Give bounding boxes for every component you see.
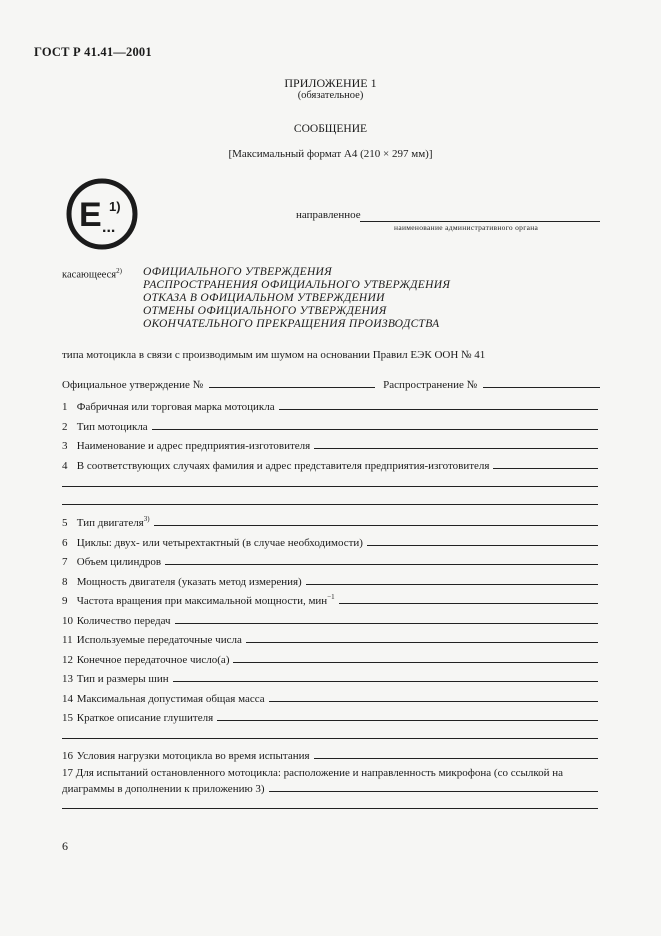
item-label: Мощность двигателя (указать метод измерения) — [76, 576, 302, 588]
e-mark-icon — [66, 178, 138, 250]
form-item — [62, 553, 598, 568]
decision-option[interactable]: ОТМЕНЫ ОФИЦИАЛЬНОГО УТВЕРЖДЕНИЯ — [143, 305, 387, 317]
sent-to-caption: наименование административного органа — [394, 223, 539, 232]
form-item — [62, 437, 598, 452]
item-17-line1 — [62, 767, 563, 779]
item-label-text: Частота вращения при максимальной мощности, мин — [76, 595, 328, 607]
item-label — [77, 515, 150, 529]
continuation-line[interactable] — [62, 738, 598, 739]
item-number: 12 — [62, 654, 73, 666]
document-code: ГОСТ Р 41.41—2001 — [34, 45, 152, 59]
concerning-footnote: 2) — [116, 267, 122, 275]
item-number: 6 — [62, 537, 68, 549]
item-field[interactable] — [314, 758, 598, 759]
item-label — [77, 593, 335, 607]
item-17-line2 — [62, 780, 598, 795]
item-field[interactable] — [279, 409, 598, 410]
item-number: 9 — [62, 595, 68, 607]
form-item — [62, 709, 598, 724]
form-item — [62, 457, 598, 472]
item-field[interactable] — [175, 623, 598, 624]
item-label: Максимальная допустимая общая масса — [76, 693, 265, 705]
sent-to-label: направленное — [296, 209, 361, 221]
format-note: [Максимальный формат А4 (210 × 297 мм)] — [228, 148, 433, 160]
form-item — [62, 418, 598, 433]
approval-number-field[interactable] — [209, 387, 375, 388]
form-item — [62, 612, 598, 627]
decision-options — [143, 266, 450, 331]
item-label: Наименование и адрес предприятия-изготовителя — [76, 440, 311, 452]
e-mark-footnote: 1) — [109, 199, 121, 214]
item-label: Количество передач — [76, 615, 171, 627]
item-label: Фабричная или торговая марка мотоцикла — [76, 401, 275, 413]
item-field[interactable] — [269, 701, 598, 702]
item-field[interactable] — [367, 545, 598, 546]
item-label: Тип мотоцикла — [76, 421, 148, 433]
decision-option[interactable]: РАСПРОСТРАНЕНИЯ ОФИЦИАЛЬНОГО УТВЕРЖДЕНИЯ — [143, 279, 451, 291]
item-number: 13 — [62, 673, 73, 685]
item-number: 1 — [62, 401, 68, 413]
form-item — [62, 573, 598, 588]
form-item — [62, 670, 598, 685]
item-label: Для испытаний остановленного мотоцикла: расположение и направленность микрофона (со ссылкой на — [75, 767, 564, 779]
item-field[interactable] — [269, 791, 598, 792]
item-number: 10 — [62, 615, 73, 627]
item-field[interactable] — [246, 642, 598, 643]
item-number: 15 — [62, 712, 73, 724]
item-number: 5 — [62, 517, 68, 529]
item-label: Циклы: двух- или четырехтактный (в случае необходимости) — [76, 537, 363, 549]
continuation-line[interactable] — [62, 504, 598, 505]
appendix-title: ПРИЛОЖЕНИЕ 1 — [284, 76, 377, 90]
decision-option[interactable]: ОКОНЧАТЕЛЬНОГО ПРЕКРАЩЕНИЯ ПРОИЗВОДСТВА — [143, 318, 440, 330]
extension-number-field[interactable] — [483, 387, 600, 388]
item-number: 2 — [62, 421, 68, 433]
message-title: СООБЩЕНИЕ — [293, 123, 368, 135]
item-field[interactable] — [154, 525, 598, 526]
e-mark-dots: ... — [102, 219, 116, 236]
item-label: Используемые передаточные числа — [76, 634, 242, 646]
intro-text: типа мотоцикла в связи с производимым им шумом на основании Правил ЕЭК ООН № 41 — [62, 349, 486, 361]
item-number: 11 — [62, 634, 73, 646]
appendix-subtitle: (обязательное) — [297, 90, 364, 101]
item-unit-exponent: −1 — [327, 593, 335, 601]
form-item — [62, 747, 598, 762]
item-field[interactable] — [493, 468, 598, 469]
form-item — [62, 690, 598, 705]
extension-label: Распространение № — [383, 379, 478, 391]
item-number: 7 — [62, 556, 68, 568]
item-field[interactable] — [165, 564, 598, 565]
item-label-text: Тип двигателя — [76, 517, 144, 529]
continuation-line[interactable] — [62, 486, 598, 487]
item-label: Конечное передаточное число(а) — [76, 654, 230, 666]
item-number: 3 — [62, 440, 68, 452]
approval-row — [62, 376, 600, 391]
item-number: 4 — [62, 460, 68, 472]
item-field[interactable] — [233, 662, 598, 663]
item-footnote: 3) — [143, 515, 150, 523]
concerning-label — [62, 267, 122, 281]
item-label: Тип и размеры шин — [76, 673, 169, 685]
form-item — [62, 398, 598, 413]
form-item — [62, 631, 598, 646]
form-item — [62, 534, 598, 549]
item-label: Условия нагрузки мотоцикла во время испытания — [76, 750, 310, 762]
item-field[interactable] — [152, 429, 598, 430]
item-field[interactable] — [173, 681, 598, 682]
approval-label: Официальное утверждение № — [62, 379, 204, 391]
item-number: 14 — [62, 693, 73, 705]
sent-to-field[interactable] — [360, 221, 600, 222]
continuation-line[interactable] — [62, 808, 598, 809]
form-item — [62, 651, 598, 666]
item-label: В соответствующих случаях фамилия и адрес представителя предприятия-изготовителя — [76, 460, 490, 472]
item-label: Объем цилиндров — [76, 556, 162, 568]
page-number: 6 — [62, 839, 68, 853]
item-number: 17 — [62, 767, 73, 779]
item-number: 8 — [62, 576, 68, 588]
item-label-continued: диаграммы в дополнении к приложению 3) — [62, 783, 265, 795]
form-item — [62, 514, 598, 529]
item-field[interactable] — [217, 720, 598, 721]
e-mark-letter: E — [79, 196, 102, 234]
item-field[interactable] — [339, 603, 598, 604]
decision-option[interactable]: ОТКАЗА В ОФИЦИАЛЬНОМ УТВЕРЖДЕНИИ — [143, 292, 385, 304]
item-number: 16 — [62, 750, 73, 762]
decision-option[interactable]: ОФИЦИАЛЬНОГО УТВЕРЖДЕНИЯ — [143, 266, 333, 278]
form-item — [62, 592, 598, 607]
item-field[interactable] — [306, 584, 598, 585]
item-field[interactable] — [314, 448, 598, 449]
item-label: Краткое описание глушителя — [76, 712, 214, 724]
concerning-text: касающееся — [62, 269, 117, 281]
